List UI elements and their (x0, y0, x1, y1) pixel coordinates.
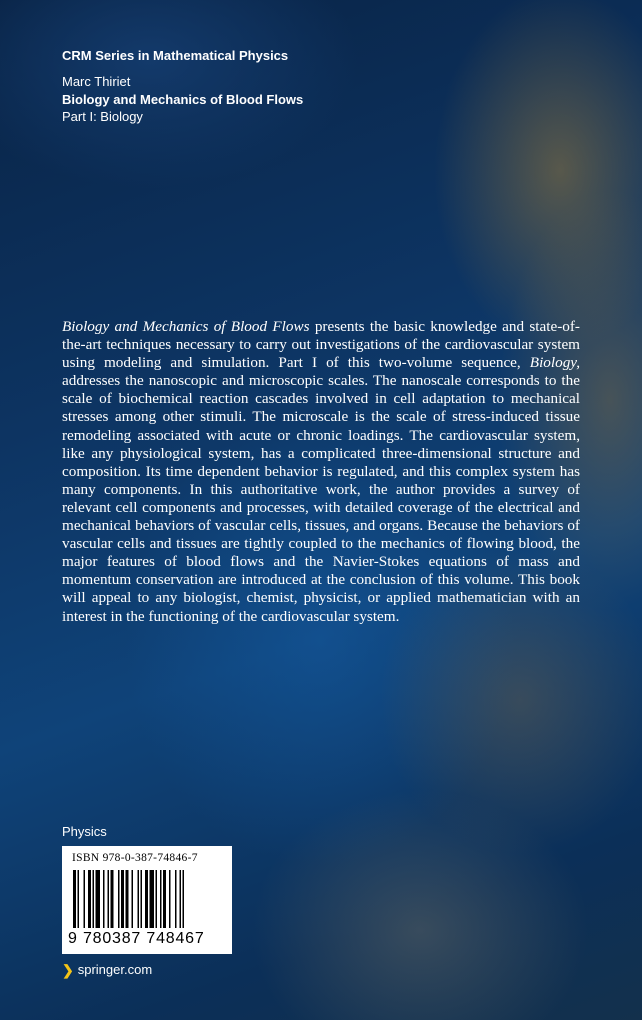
barcode-bar (108, 870, 110, 928)
description-book-title: Biology and Mechanics of Blood Flows (62, 318, 310, 335)
barcode-bar (118, 870, 120, 928)
barcode-bar (84, 870, 86, 928)
series-title: CRM Series in Mathematical Physics (62, 48, 289, 63)
barcode-bar (156, 870, 158, 928)
barcode-bar (96, 870, 101, 928)
barcode-bar (180, 870, 182, 928)
barcode-bar (145, 870, 148, 928)
barcode-bar (132, 870, 134, 928)
description-text-part-1: presents the basic knowledge and state-of-the-art techniques necessary to carry out investigations of the cardiovascular system using modeling and simulation. Part I of this two-volume sequence, (62, 318, 580, 372)
cover-header (62, 48, 462, 125)
isbn-number: ISBN 978-0-387-74846-7 (72, 852, 198, 864)
barcode-bar (73, 870, 76, 928)
barcode-bar (121, 870, 124, 928)
barcode-bar (150, 870, 155, 928)
description-volume-title: Biology, (529, 354, 580, 372)
barcode-bar (175, 870, 177, 928)
barcode-digits: 9 780387 748467 (68, 930, 205, 947)
barcode-bar (88, 870, 91, 928)
barcode-bar (183, 870, 185, 928)
book-title: Biology and Mechanics of Blood Flows (62, 92, 304, 107)
barcode-bar (160, 870, 162, 928)
barcode-bar (126, 870, 129, 928)
isbn-barcode (62, 846, 232, 954)
barcode-bar (93, 870, 95, 928)
chevron-right-icon: ❯ (62, 962, 74, 978)
barcode-bar (111, 870, 114, 928)
part-label: Part I: Biology (62, 109, 143, 124)
barcode-bars (73, 870, 221, 928)
author-name: Marc Thiriet (62, 74, 131, 89)
barcode-bar (163, 870, 166, 928)
publisher-link[interactable] (62, 962, 152, 978)
barcode-bar (103, 870, 105, 928)
subject-label: Physics (62, 824, 107, 839)
barcode-bar (78, 870, 80, 928)
publisher-link-label: springer.com (77, 962, 153, 977)
barcode-bar (169, 870, 171, 928)
barcode-bar (138, 870, 140, 928)
description-text-part-2: addresses the nanoscopic and microscopic scales. The nanoscale corresponds to the scale of biochemical reaction cascades involved in cell adaptation to mechanical stresses among other stimuli. The microscale is the scale of stress-induced tissue remodeling associated with acute or chronic loadings. The cardiovascular system, like any physiological system, has a complicated three-dimensional structure and composition. Its time dependent behavior is regulated, and this complex system has many components. In this authoritative work, the author provides a survey of relevant cell components and processes, with detailed coverage of the electrical and mechanical behaviors of vascular cells, tissues, and organs. Because the behaviors of vascular cells and tissues are tightly coupled to the mechanics of flowing blood, the major features of blood flows and the Navier-Stokes equations of mass and momentum conservation are introduced at the conclusion of this volume. This book will appeal to any biologist, chemist, physicist, or applied mathematician with an interest in the functioning of the cardiovascular system. (62, 372, 580, 625)
description-text (62, 318, 580, 626)
barcode-bar (141, 870, 143, 928)
